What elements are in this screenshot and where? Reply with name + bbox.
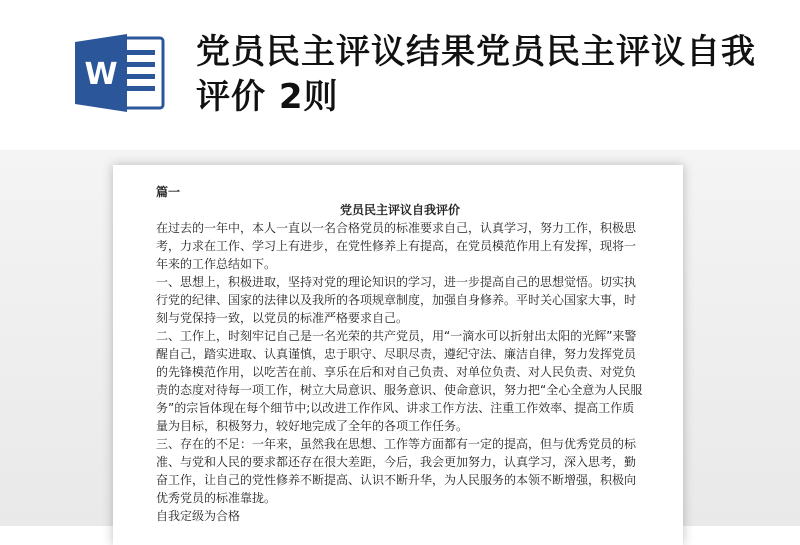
word-icon-letter: W [84, 57, 118, 92]
document-page [113, 165, 683, 545]
header-banner [0, 0, 800, 150]
word-document-icon [75, 32, 167, 114]
section-label: 篇一 [156, 185, 181, 199]
paragraph-work: 二、工作上，时刻牢记自己是一名光荣的共产党员，用“一滴水可以折射出太阳的光辉”来警醒自己，踏实进取、认真谨慎，忠于职守、尽职尽责，遵纪守法、廉洁自律，努力发挥党员的先锋模范作用，以吃苦在前、享乐在后和对自己负责、对单位负责、对人民负责、对党负责的态度对待每一项工作，树立大局意识、服务意识、使命意识，努力把“全心全意为人民服务”的宗旨体现在每个细节中;以改进工作作风、讲求工作方法、注重工作效率、提高工作质量为目标，积极努力，较好地完成了全年的各项工作任务。 [156, 329, 643, 433]
paragraph-intro: 在过去的一年中，本人一直以一名合格党员的标准要求自己，认真学习，努力工作，积极思考，力求在工作、学习上有进步，在党性修养上有提高，在党员模范作用上有发挥，现将一年来的工作总结如下。 [156, 221, 637, 271]
paragraph-self-rating: 自我定级为合格 [156, 509, 241, 523]
essay-title: 党员民主评议自我评价 [339, 203, 460, 217]
document-title: 党员民主评议结果党员民主评议自我评价 2则 [196, 32, 756, 117]
paragraph-shortcomings: 三、存在的不足：一年来，虽然我在思想、工作等方面都有一定的提高，但与优秀党员的标准、与党和人民的要求都还存在很大差距，今后，我会更加努力，认真学习，深入思考，勤奋工作，让自己的党性修养不断提高、认识不断升华，为人民服务的本领不断增强，积极向优秀党员的标准靠拢。 [156, 437, 637, 505]
page-content [156, 183, 644, 525]
paragraph-thought: 一、思想上，积极进取，坚持对党的理论知识的学习，进一步提高自己的思想觉悟。切实执行党的纪律、国家的法律以及我所的各项规章制度，加强自身修养。平时关心国家大事，时刻与党保持一致，以党员的标准严格要求自己。 [156, 275, 637, 325]
